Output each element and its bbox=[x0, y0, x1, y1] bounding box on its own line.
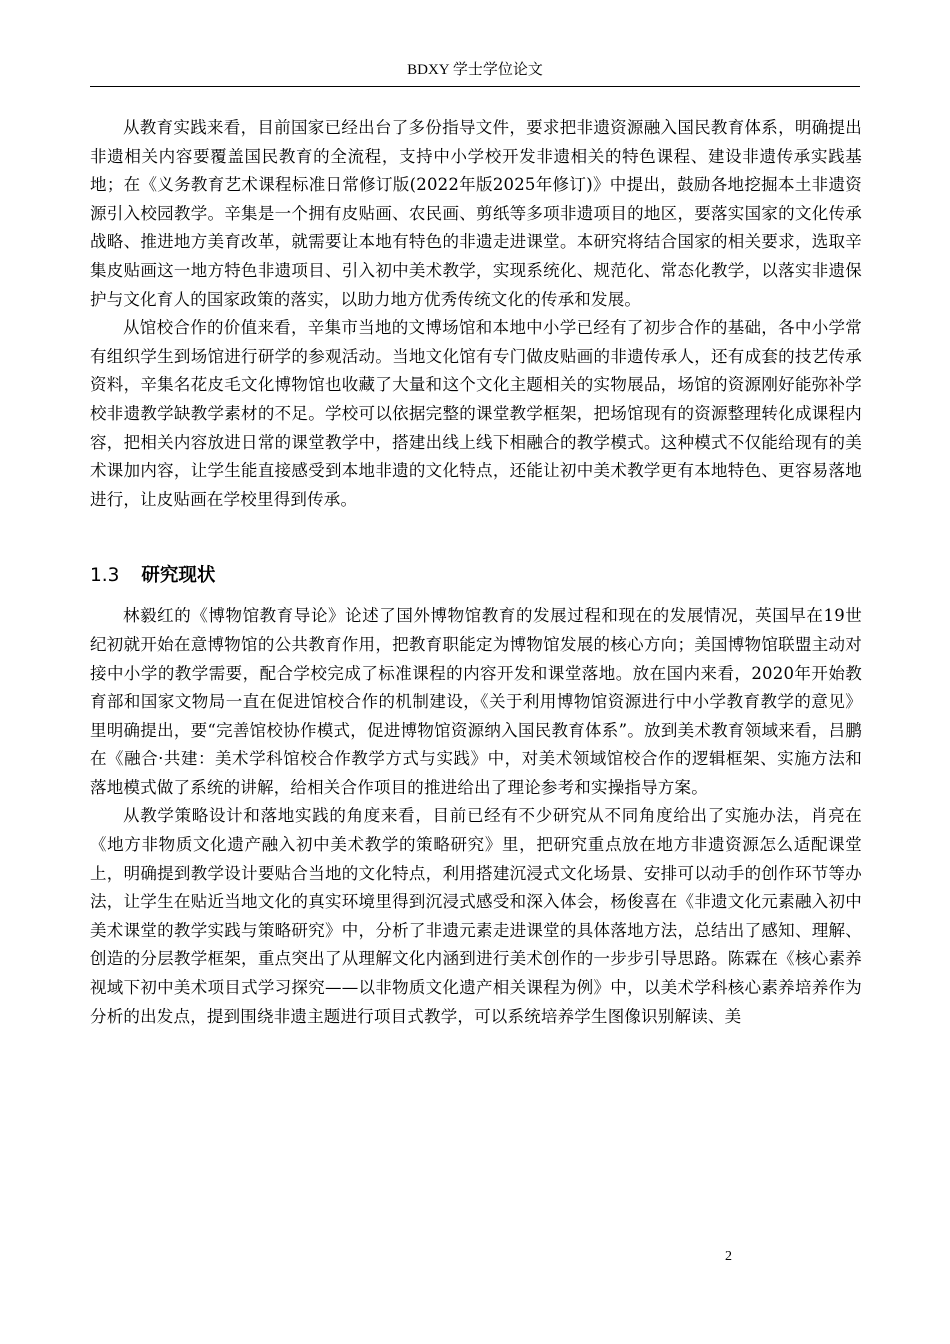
header-rule bbox=[90, 86, 860, 87]
paragraph-education-practice: 从教育实践来看，目前国家已经出台了多份指导文件，要求把非遗资源融入国民教育体系，明确提出非遗相关内容要覆盖国民教育的全流程，支持中小学校开发非遗相关的特色课程、建设非遗传承实践基地；在《义务教育艺术课程标准日常修订版(2022年版2025年修订)》中提出，鼓励各地挖掘本土非遗资源引入校园教学。辛集是一个拥有皮贴画、农民画、剪纸等多项非遗项目的地区，要落实国家的文化传承战略、推进地方美育改革，就需要让本地有特色的非遗走进课堂。本研究将结合国家的相关要求，选取辛集皮贴画这一地方特色非遗项目、引入初中美术教学，实现系统化、规范化、常态化教学，以落实非遗保护与文化育人的国家政策的落实，以助力地方优秀传统文化的传承和发展。 bbox=[90, 118, 862, 309]
paragraph-museum-school-value: 从馆校合作的价值来看，辛集市当地的文博场馆和本地中小学已经有了初步合作的基础，各中小学常有组织学生到场馆进行研学的参观活动。当地文化馆有专门做皮贴画的非遗传承人，还有成套的技艺传承资料，辛集名花皮毛文化博物馆也收藏了大量和这个文化主题相关的实物展品，场馆的资源刚好能弥补学校非遗教学缺教学素材的不足。学校可以依据完整的课堂教学框架，把场馆现有的资源整理转化成课程内容，把相关内容放进日常的课堂教学中，搭建出线上线下相融合的教学模式。这种模式不仅能给现有的美术课加内容，让学生能直接感受到本地非遗的文化特点，还能让初中美术教学更有本地特色、更容易落地进行，让皮贴画在学校里得到传承。 bbox=[90, 318, 862, 509]
section-number: 1.3 bbox=[90, 565, 120, 587]
paragraph-teaching-strategy: 从教学策略设计和落地实践的角度来看，目前已经有不少研究从不同角度给出了实施办法，肖亮在《地方非物质文化遗产融入初中美术教学的策略研究》里，把研究重点放在地方非遗资源怎么适配课堂上，明确提到教学设计要贴合当地的文化特点，利用搭建沉浸式文化场景、安排可以动手的创作环节等办法，让学生在贴近当地文化的真实环境里得到沉浸式感受和深入体会，杨俊喜在《非遗文化元素融入初中美术课堂的教学实践与策略研究》中，分析了非遗元素走进课堂的具体落地方法，总结出了感知、理解、创造的分层教学框架，重点突出了从理解文化内涵到进行美术创作的一步步引导思路。陈霖在《核心素养视域下初中美术项目式学习探究——以非物质文化遗产相关课程为例》中，以美术学科核心素养培养作为分析的出发点，提到围绕非遗主题进行项目式教学，可以系统培养学生图像识别解读、美 bbox=[90, 806, 862, 1026]
running-header: BDXY 学士学位论文 bbox=[407, 62, 543, 78]
page-body bbox=[90, 114, 862, 1031]
page-number: 2 bbox=[725, 1249, 732, 1264]
paragraph-museum-education: 林毅红的《博物馆教育导论》论述了国外博物馆教育的发展过程和现在的发展情况，英国早在19世纪初就开始在意博物馆的公共教育作用，把教育职能定为博物馆发展的核心方向；美国博物馆联盟主动对接中小学的教学需要，配合学校完成了标准课程的内容开发和课堂落地。放在国内来看，2020年开始教育部和国家文物局一直在促进馆校合作的机制建设，《关于利用博物馆资源进行中小学教育教学的意见》里明确提出，要“完善馆校协作模式，促进博物馆资源纳入国民教育体系”。放到美术教育领域来看，吕鹏在《融合·共建：美术学科馆校合作教学方式与实践》中，对美术领域馆校合作的逻辑框架、实施方法和落地模式做了系统的讲解，给相关合作项目的推进给出了理论参考和实操指导方案。 bbox=[90, 606, 862, 797]
section-heading bbox=[90, 562, 862, 590]
section-title: 研究现状 bbox=[141, 565, 216, 587]
